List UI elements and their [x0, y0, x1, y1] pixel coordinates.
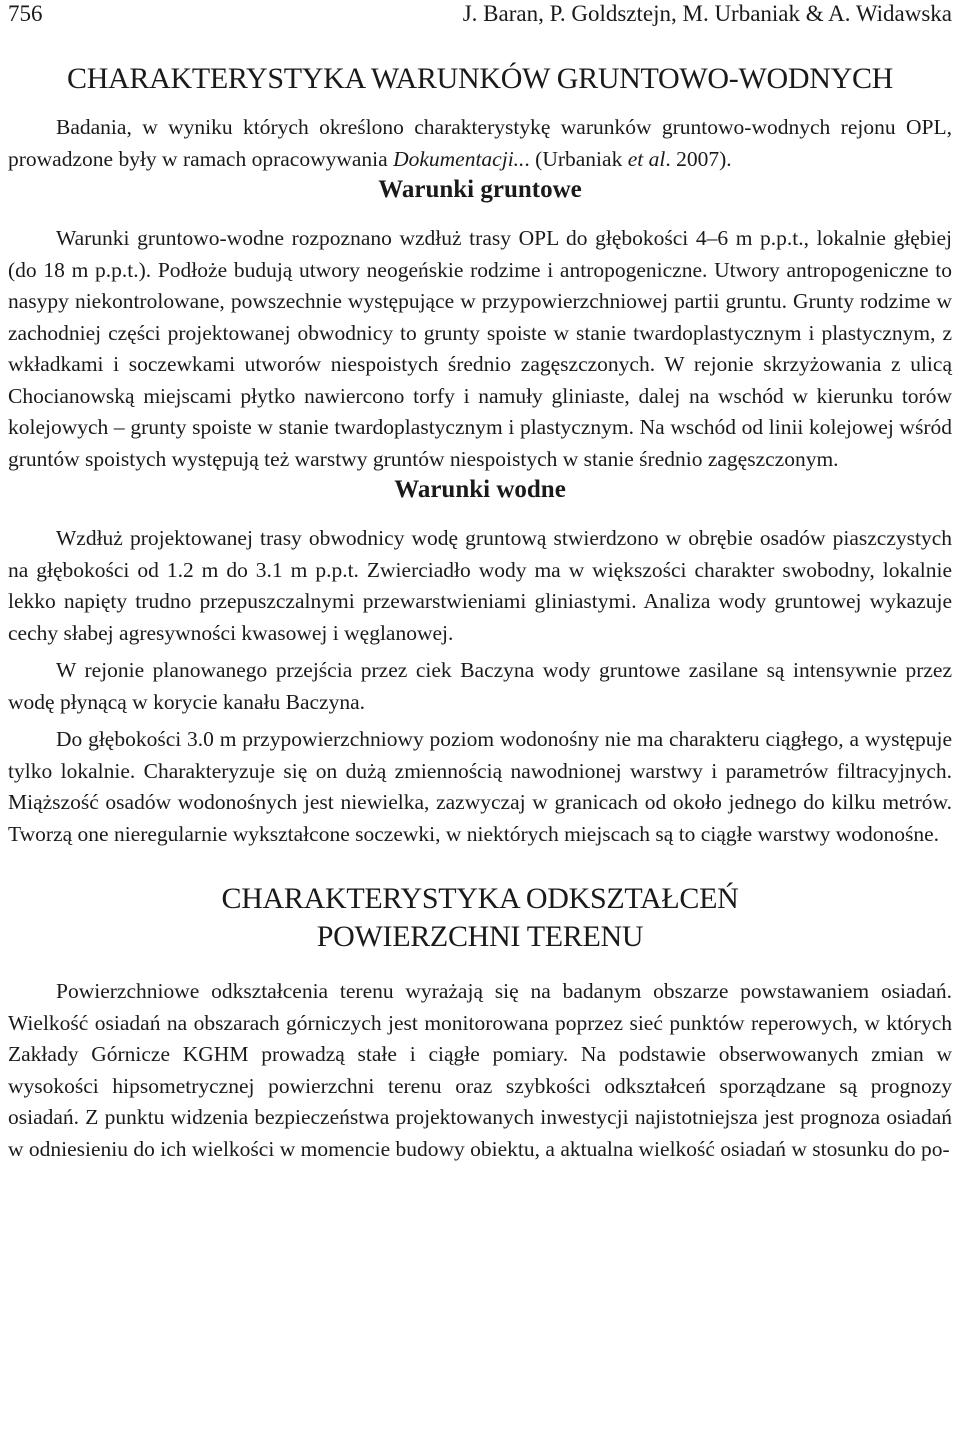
subsection-title-soil: Warunki gruntowe [378, 176, 582, 203]
water-conditions-paragraph-1: Wzdłuż projektowanej trasy obwodnicy wodę gruntową stwierdzono w obrębie osadów piaszczystych na głębokości od 1.2 m do 3.1 m p.p.t. Zwierciadło wody ma w większości charakter swobodny, lokalnie lekko napięty trudno przepuszczalnymi przewarstwieniami gliniastymi. Analiza wody gruntowej wykazuje cechy słabej agresywności kwasowej i węglanowej. [8, 526, 952, 645]
running-header [8, 0, 952, 30]
water-conditions-paragraph-2: W rejonie planowanego przejścia przez ciek Baczyna wody gruntowe zasilane są intensywnie przez wodę płynącą w korycie kanału Baczyna. [8, 658, 952, 714]
soil-conditions-paragraph: Warunki gruntowo-wodne rozpoznano wzdłuż trasy OPL do głębokości 4–6 m p.p.t., lokalnie głębiej (do 18 m p.p.t.). Podłoże budują utwory neogeńskie rodzime i antropogeniczne. Utwory antropogeniczne to nasypy niekontrolowane, powszechnie występujące w przypowierzchniowej partii gruntu. Grunty rodzime w zachodniej części projektowanej obwodnicy to grunty spoiste w stanie twardoplastycznym i plastycznym, z wkładkami i soczewkami utworów niespoistych średnio zagęszczonych. W rejonie skrzyżowania z ulicą Chocianowską miejscami płytko nawiercono torfy i namuły gliniaste, dalej na wschód w kierunku torów kolejowych – grunty spoiste w stanie twardoplastycznym i plastycznym. Na wschód od linii kolejowej wśród gruntów spoistych występują też warstwy gruntów niespoistych w stanie średnio zagęszczonym. [8, 226, 952, 471]
intro-text-end: . 2007). [665, 146, 732, 171]
section-title-deformations-line1: CHARAKTERYSTYKA ODKSZTAŁCEŃ [221, 882, 739, 915]
intro-citation-title: Dokumentacji.. [393, 146, 525, 171]
intro-citation-etal: et al [627, 146, 666, 171]
intro-text-mid: . (Urbaniak [524, 146, 628, 171]
running-header-authors: J. Baran, P. Goldsztejn, M. Urbaniak & A. Widawska [462, 1, 952, 26]
page-number: 756 [8, 1, 43, 26]
section-title-soil-water: CHARAKTERYSTYKA WARUNKÓW GRUNTOWO-WODNYCH [66, 62, 894, 95]
section-title-deformations-line2: POWIERZCHNI TERENU [316, 920, 644, 953]
water-conditions-paragraph-3: Do głębokości 3.0 m przypowierzchniowy poziom wodonośny nie ma charakteru ciągłego, a występuje tylko lokalnie. Charakteryzuje się on dużą zmiennością nawodnionej warstwy i parametrów filtracyjnych. Miąższość osadów wodonośnych jest niewielka, zazwyczaj w granicach od około jednego do kilku metrów. Tworzą one nieregularnie wykształcone soczewki, w niektórych miejscach są to ciągłe warstwy wodonośne. [8, 727, 952, 846]
subsection-title-water: Warunki wodne [394, 476, 566, 503]
intro-text-start: Badania, w wyniku których określono charakterystykę warunków gruntowo-wodnych rejonu OPL, prowadzone były w ramach opracowywania [8, 115, 952, 171]
deformations-paragraph: Powierzchniowe odkształcenia terenu wyrażają się na badanym obszarze powstawaniem osiadań. Wielkość osiadań na obszarach górniczych jest monitorowana poprzez sieć punktów reperowych, w których Zakłady Górnicze KGHM prowadzą stałe i ciągłe pomiary. Na podstawie obserwowanych zmian w wysokości hipsometrycznej powierzchni terenu oraz szybkości odkształceń sporządzane są prognozy osiadań. Z punktu widzenia bezpieczeństwa projektowanych inwestycji najistotniejsza jest prognoza osiadań w odniesieniu do ich wielkości w momencie budowy obiektu, a aktualna wielkość osiadań w stosunku do po- [8, 979, 952, 1161]
section-title-deformations [8, 880, 952, 956]
intro-paragraph [8, 112, 952, 175]
